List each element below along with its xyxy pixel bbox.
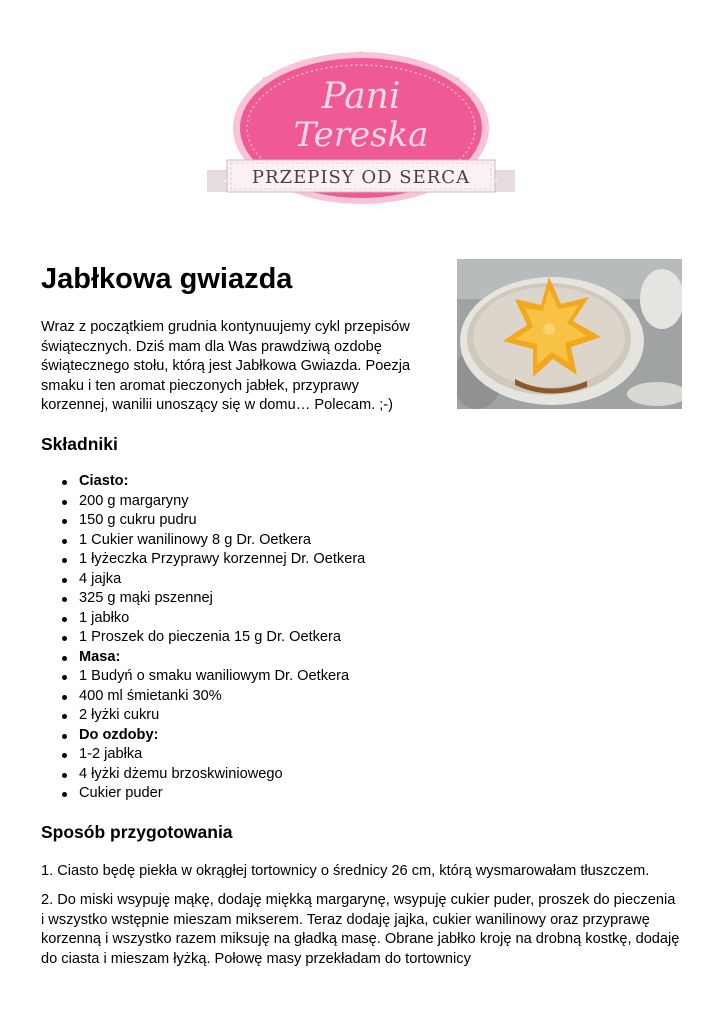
ingredient-group-heading: Do ozdoby: <box>41 726 365 746</box>
recipe-intro: Wraz z początkiem grudnia kontynuujemy cykl przepisów świątecznych. Dziś mam dla Was prawdziwą ozdobę świątecznego stołu, którą jest Jabłkowa Gwiazda. Poezja smaku i ten aromat pieczonych jabłek, przyprawy korzennej, wanilii unoszący się w domu… Polecam. ;-) <box>41 319 411 414</box>
method-heading: Sposób przygotowania <box>41 822 233 842</box>
ingredient-item: 400 ml śmietanki 30% <box>41 687 365 707</box>
ingredient-item: 1 jabłko <box>41 609 365 629</box>
ingredient-item: 1 łyżeczka Przyprawy korzennej Dr. Oetkera <box>41 550 365 570</box>
ingredient-item: 325 g mąki pszennej <box>41 589 365 609</box>
ingredient-item: 1-2 jabłka <box>41 745 365 765</box>
method-step-1: 1. Ciasto będę piekła w okrągłej tortownicy o średnicy 26 cm, którą wysmarowałam tłuszczem. <box>41 863 650 879</box>
ingredient-item: 150 g cukru pudru <box>41 511 365 531</box>
logo-tagline: PRZEPISY OD SERCA <box>251 167 471 188</box>
ingredient-item: 4 łyżki dżemu brzoskwiniowego <box>41 765 365 785</box>
logo-name-line1: Pani <box>321 76 401 117</box>
ingredient-group-heading: Masa: <box>41 648 365 668</box>
ingredients-heading: Składniki <box>41 434 118 454</box>
ingredient-group-heading: Ciasto: <box>41 472 365 492</box>
ingredient-item: 1 Proszek do pieczenia 15 g Dr. Oetkera <box>41 628 365 648</box>
recipe-title: Jabłkowa gwiazda <box>41 263 293 295</box>
ingredient-item: 2 łyżki cukru <box>41 706 365 726</box>
ingredients-list <box>41 472 365 804</box>
ingredient-item: 1 Budyń o smaku waniliowym Dr. Oetkera <box>41 667 365 687</box>
ingredient-item: 4 jajka <box>41 570 365 590</box>
method-step-2: 2. Do miski wsypuję mąkę, dodaję miękką margarynę, wsypuję cukier puder, proszek do pieczenia i wszystko wstępnie mieszam mikserem. Teraz dodaję jajka, cukier wanilinowy oraz przyprawę korzenną i wszystko razem miksuję na gładką masę. Obrane jabłko kroję na drobną kostkę, dodaję do ciasta i mieszam łyżką. Połowę masy przekładam do tortownicy <box>41 892 680 967</box>
ingredient-item: Cukier puder <box>41 784 365 804</box>
logo-name-line2: Tereska <box>293 115 429 155</box>
pani-tereska-logo <box>205 50 517 215</box>
recipe-photo <box>457 259 682 409</box>
ingredient-item: 1 Cukier wanilinowy 8 g Dr. Oetkera <box>41 531 365 551</box>
ingredient-item: 200 g margaryny <box>41 492 365 512</box>
